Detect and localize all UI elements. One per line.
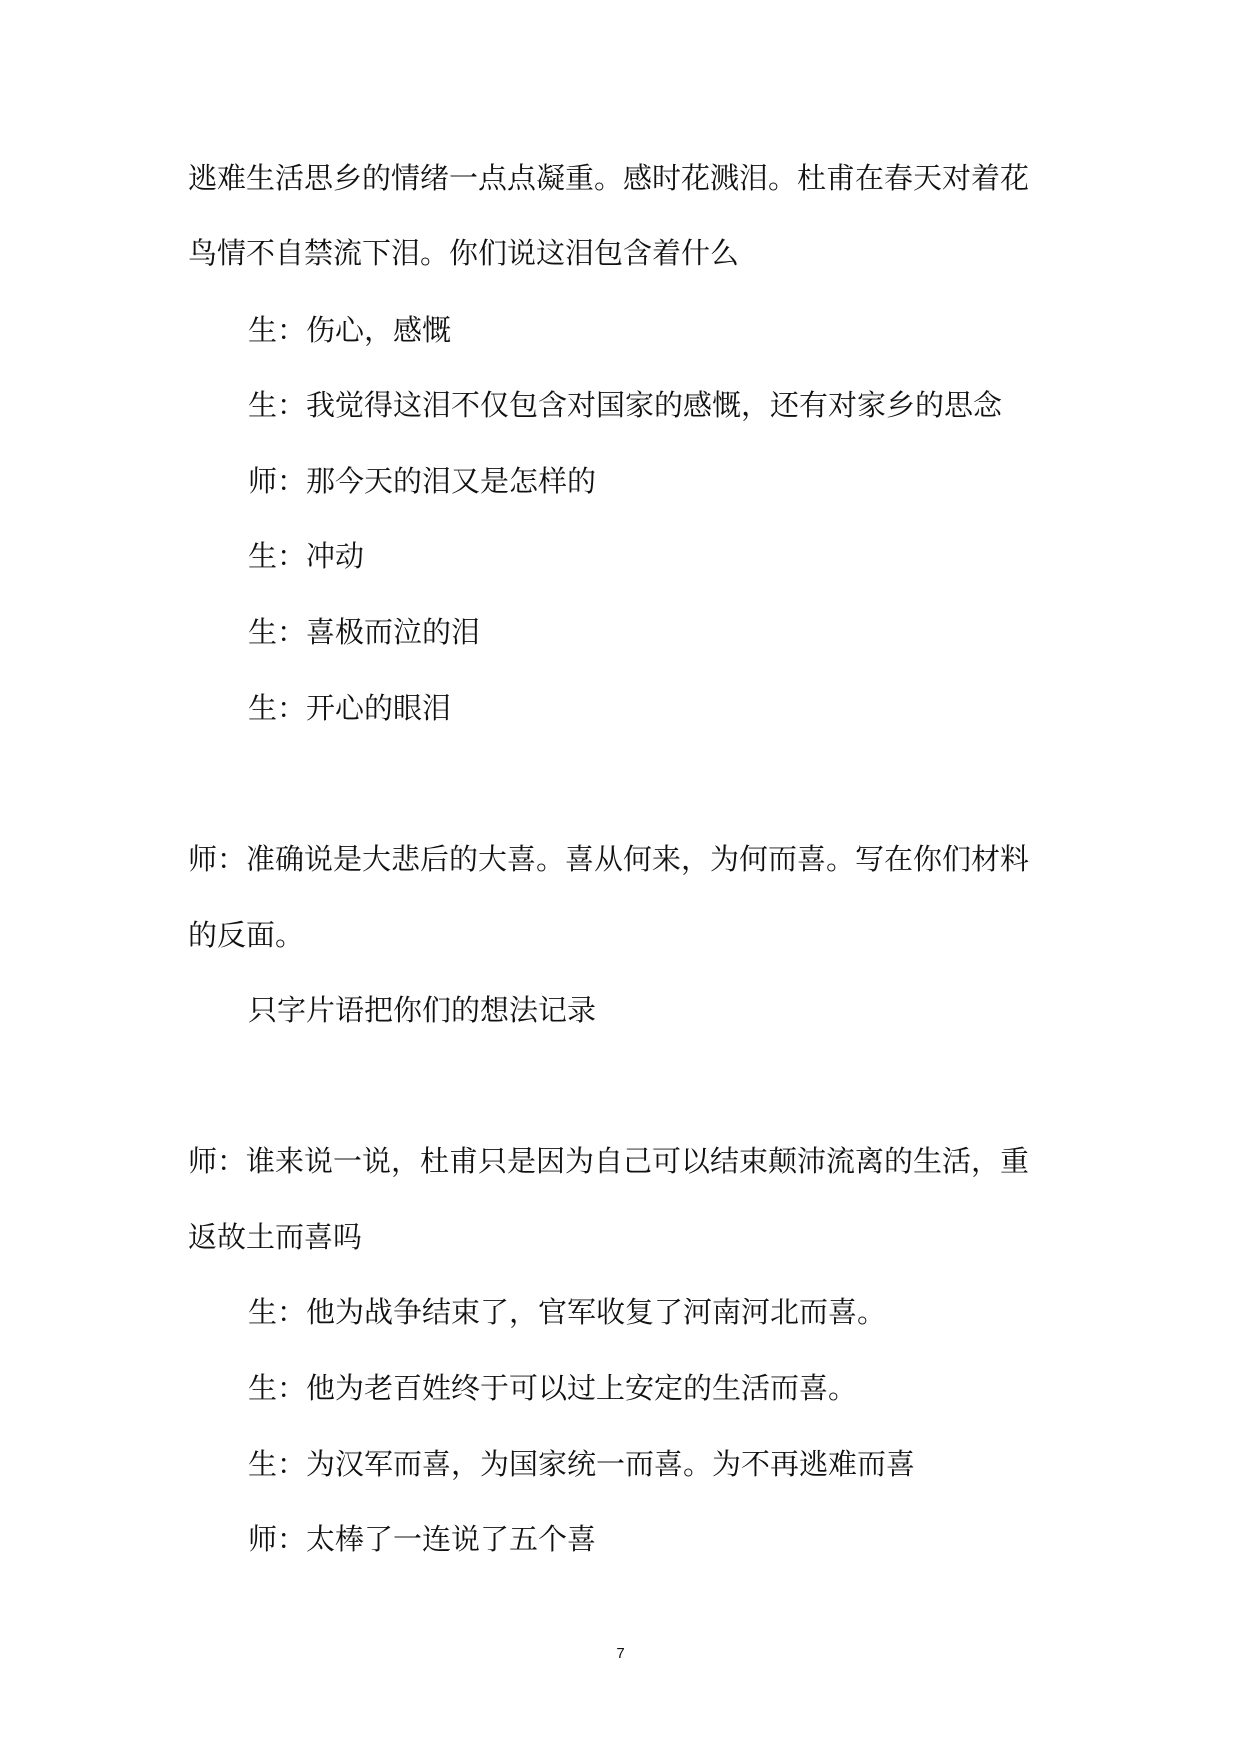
dialogue-line: 生：喜极而泣的泪 (248, 615, 481, 649)
dialogue-line: 生：他为战争结束了，官军收复了河南河北而喜。 (248, 1295, 887, 1329)
paragraph-line: 返故土而喜吗 (188, 1220, 363, 1254)
paragraph-line: 师：谁来说一说，杜甫只是因为自己可以结束颠沛流离的生活，重 (188, 1144, 1030, 1178)
dialogue-line: 师：太棒了一连说了五个喜 (248, 1522, 597, 1556)
paragraph-line: 师：准确说是大悲后的大喜。喜从何来，为何而喜。写在你们材料 (188, 842, 1030, 876)
page-number: 7 (616, 1645, 625, 1662)
dialogue-line: 生：冲动 (248, 539, 365, 573)
dialogue-line: 师：那今天的泪又是怎样的 (248, 464, 597, 498)
dialogue-line: 只字片语把你们的想法记录 (248, 993, 597, 1027)
dialogue-line: 生：伤心，感慨 (248, 313, 452, 347)
dialogue-line: 生：他为老百姓终于可以过上安定的生活而喜。 (248, 1371, 858, 1405)
paragraph-line: 逃难生活思乡的情绪一点点凝重。感时花溅泪。杜甫在春天对着花 (188, 161, 1030, 195)
paragraph-line: 的反面。 (188, 918, 305, 952)
dialogue-line: 生：我觉得这泪不仅包含对国家的感慨，还有对家乡的思念 (248, 388, 1003, 422)
dialogue-line: 生：为汉军而喜，为国家统一而喜。为不再逃难而喜 (248, 1447, 916, 1481)
paragraph-line: 鸟情不自禁流下泪。你们说这泪包含着什么 (188, 236, 740, 270)
dialogue-line: 生：开心的眼泪 (248, 691, 452, 725)
